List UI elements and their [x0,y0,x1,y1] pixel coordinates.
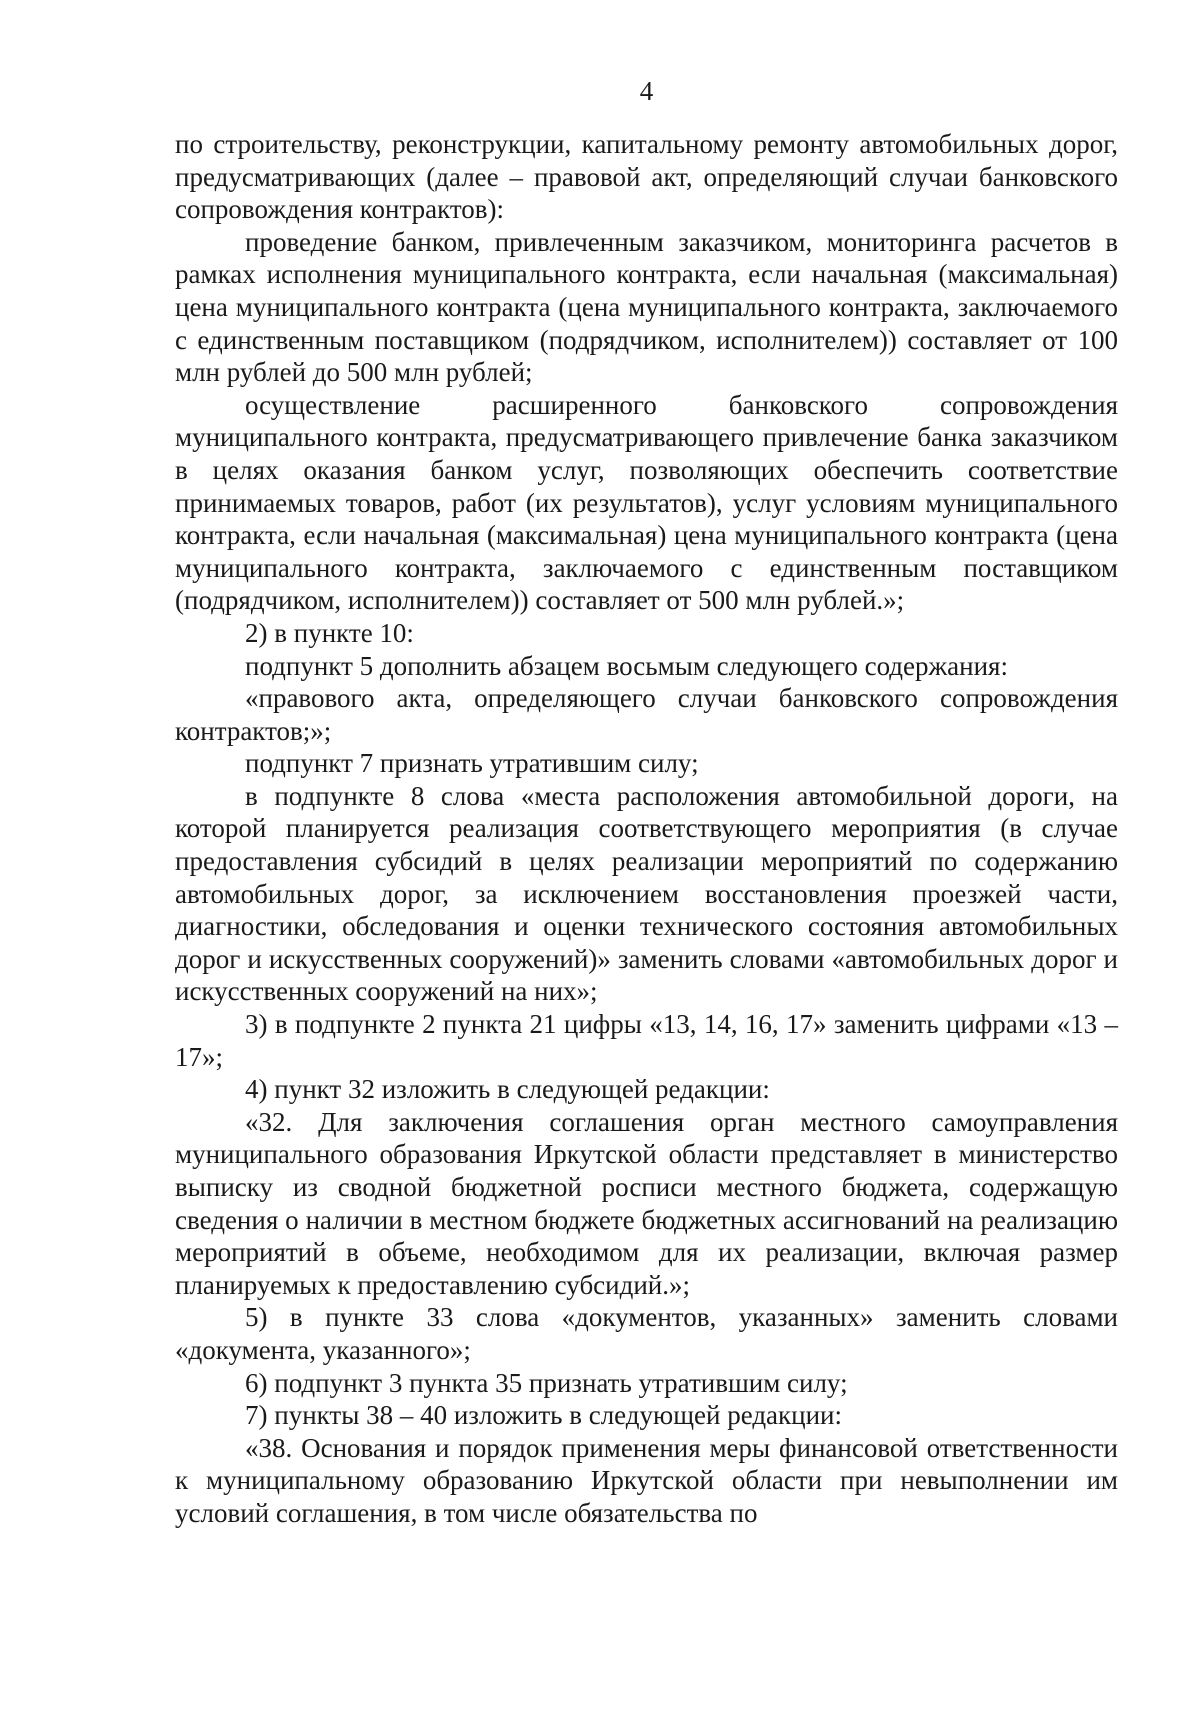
paragraph: «38. Основания и порядок применения меры финансовой ответственности к муниципальному образованию Иркутской области при невыполнении им условий соглашения, в том числе обязательства по [175,1432,1118,1528]
paragraph: 3) в подпункте 2 пункта 21 цифры «13, 14, 16, 17» заменить цифрами «13 – 17»; [175,1009,1118,1072]
document-page [175,0,1118,1710]
paragraph: в подпункте 8 слова «места расположения автомобильной дороги, на которой планируется реализация соответствующего мероприятия (в случае предоставления субсидий в целях реализации мероприятий по содержанию автомобильных дорог, за исключением восстановления проезжей части, диагностики, обследования и оценки технического состояния автомобильных дорог и искусственных сооружений)» заменить словами «автомобильных дорог и искусственных сооружений на них»; [175,780,1118,1007]
paragraph: 4) пункт 32 изложить в следующей редакции: [245,1074,770,1105]
paragraph: «32. Для заключения соглашения орган местного самоуправления муниципального образования Иркутской области представляет в министерство выписку из сводной бюджетной росписи местного бюджета, содержащую сведения о наличии в местном бюджете бюджетных ассигнований на реализацию мероприятий в объеме, необходимом для их реализации, включая размер планируемых к предоставлению субсидий.»; [175,1106,1118,1300]
page-number: 4 [639,76,654,106]
paragraph: 7) пункты 38 – 40 изложить в следующей редакции: [245,1400,843,1431]
paragraph: по строительству, реконструкции, капитальному ремонту автомобильных дорог, предусматривающих (далее – правовой акт, определяющий случаи банковского сопровождения контрактов): [175,129,1118,225]
document-body [175,128,1118,1530]
paragraph: осуществление расширенного банковского сопровождения муниципального контракта, предусматривающего привлечение банка заказчиком в целях оказания банком услуг, позволяющих обеспечить соответствие принимаемых товаров, работ (их результатов), услуг условиям муниципального контракта, если начальная (максимальная) цена муниципального контракта (цена муниципального контракта, заключаемого с единственным поставщиком (подрядчиком, исполнителем)) составляет от 500 млн рублей.»; [175,389,1118,616]
paragraph: подпункт 5 дополнить абзацем восьмым следующего содержания: [245,650,1008,681]
paragraph: подпункт 7 признать утратившим силу; [245,748,699,779]
paragraph: «правового акта, определяющего случаи банковского сопровождения контрактов;»; [175,683,1118,746]
paragraph: 6) подпункт 3 пункта 35 признать утратившим силу; [245,1367,848,1398]
paragraph: 5) в пункте 33 слова «документов, указанных» заменить словами «документа, указанного»; [175,1302,1118,1365]
paragraph: проведение банком, привлеченным заказчиком, мониторинга расчетов в рамках исполнения муниципального контракта, если начальная (максимальная) цена муниципального контракта (цена муниципального контракта, заключаемого с единственным поставщиком (подрядчиком, исполнителем)) составляет от 100 млн рублей до 500 млн рублей; [175,226,1118,388]
paragraph: 2) в пункте 10: [245,617,414,648]
